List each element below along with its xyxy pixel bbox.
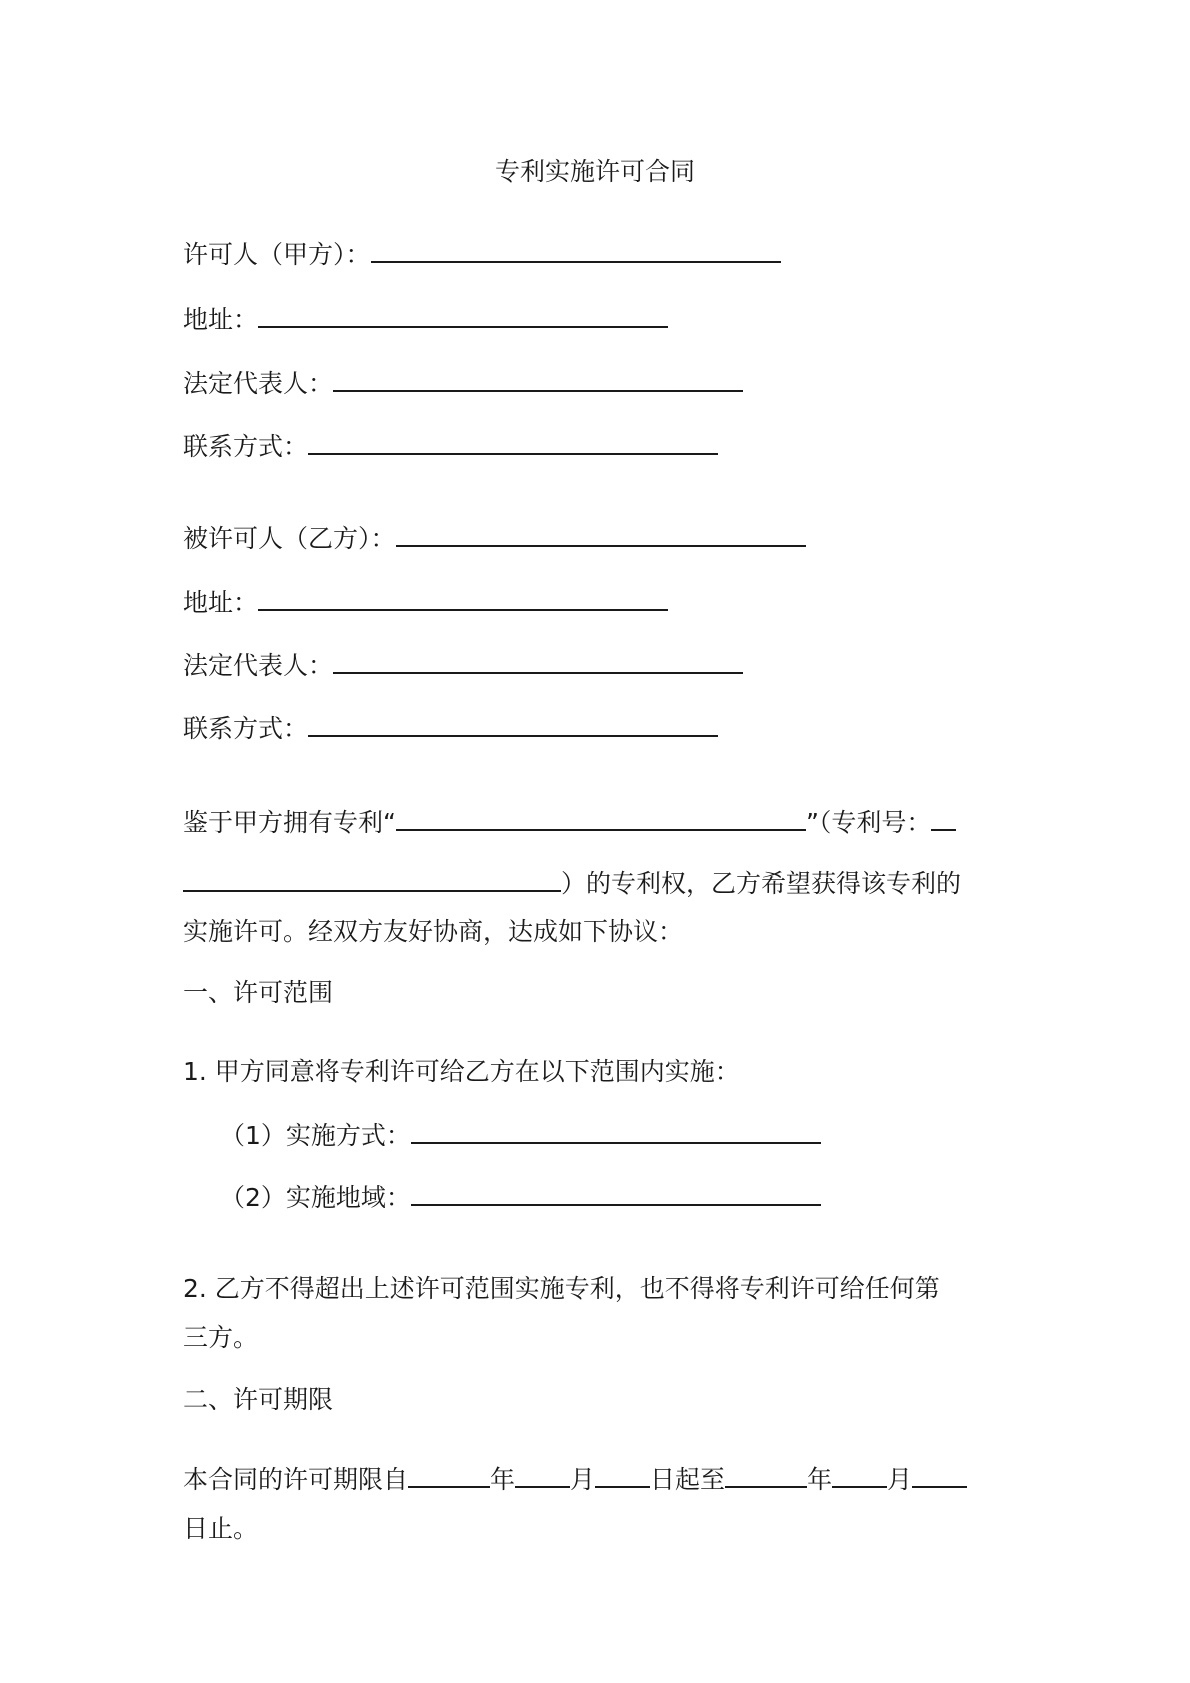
section1-item1: 1. 甲方同意将专利许可给乙方在以下范围内实施： <box>183 1057 740 1086</box>
section1-sub1-line <box>220 1118 821 1151</box>
licensee-rep-blank[interactable] <box>333 648 743 674</box>
licensee-contact-blank[interactable] <box>308 711 718 737</box>
licensee-contact-label: 联系方式： <box>183 714 309 743</box>
preamble-line-2 <box>183 866 961 899</box>
preamble-part1: 鉴于甲方拥有专利“ <box>183 808 396 837</box>
licensor-name-label: 许可人（甲方）： <box>183 240 371 269</box>
licensor-address-blank[interactable] <box>258 302 668 328</box>
patent-number-blank-start[interactable] <box>931 805 956 831</box>
licensee-rep-line <box>183 648 743 681</box>
licensee-name-label: 被许可人（乙方）： <box>183 524 396 553</box>
end-day-blank[interactable] <box>912 1462 967 1488</box>
licensee-rep-label: 法定代表人： <box>183 651 334 680</box>
licensor-rep-label: 法定代表人： <box>183 369 334 398</box>
licensee-address-label: 地址： <box>183 588 259 617</box>
licensor-contact-blank[interactable] <box>308 429 718 455</box>
section1-heading: 一、许可范围 <box>183 978 334 1007</box>
licensee-address-line <box>183 585 668 618</box>
preamble-part3: ）的专利权，乙方希望获得该专利的 <box>561 869 962 898</box>
patent-number-blank-end[interactable] <box>183 866 561 892</box>
day-from-label: 日起至 <box>650 1465 726 1494</box>
patent-name-blank[interactable] <box>396 805 806 831</box>
start-day-blank[interactable] <box>595 1462 650 1488</box>
implementation-region-blank[interactable] <box>411 1180 821 1206</box>
preamble-line-3 <box>183 917 683 947</box>
implementation-method-blank[interactable] <box>411 1118 821 1144</box>
licensor-rep-blank[interactable] <box>333 366 743 392</box>
year-label: 年 <box>490 1465 516 1494</box>
licensee-name-blank[interactable] <box>396 521 806 547</box>
preamble-part2: ”（专利号： <box>805 808 932 837</box>
licensor-contact-label: 联系方式： <box>183 432 309 461</box>
licensee-address-blank[interactable] <box>258 585 668 611</box>
term-line <box>183 1462 967 1495</box>
preamble-part4: 实施许可。经双方友好协商，达成如下协议： <box>183 917 684 946</box>
section1-sub2-line <box>220 1180 821 1213</box>
preamble-line-1 <box>183 805 956 838</box>
licensor-rep-line <box>183 366 743 399</box>
licensor-name-line <box>183 237 781 270</box>
month2-label: 月 <box>887 1465 913 1494</box>
licensor-contact-line <box>183 429 718 462</box>
end-year-blank[interactable] <box>725 1462 807 1488</box>
sub2-label: （2）实施地域： <box>220 1183 411 1212</box>
section1-item2-line1: 2. 乙方不得超出上述许可范围实施专利，也不得将专利许可给任何第 <box>183 1274 940 1303</box>
document-title: 专利实施许可合同 <box>494 157 695 186</box>
start-year-blank[interactable] <box>408 1462 490 1488</box>
sub1-label: （1）实施方式： <box>220 1121 411 1150</box>
year2-label: 年 <box>807 1465 833 1494</box>
licensee-contact-line <box>183 711 718 744</box>
licensor-name-blank[interactable] <box>371 237 781 263</box>
section2-heading: 二、许可期限 <box>183 1385 334 1414</box>
licensor-address-label: 地址： <box>183 305 259 334</box>
term-end-line: 日止。 <box>183 1514 259 1543</box>
end-month-blank[interactable] <box>832 1462 887 1488</box>
term-start: 本合同的许可期限自 <box>183 1465 409 1494</box>
month-label: 月 <box>570 1465 596 1494</box>
licensee-name-line <box>183 521 806 554</box>
start-month-blank[interactable] <box>515 1462 570 1488</box>
section1-item2-line2: 三方。 <box>183 1323 259 1352</box>
licensor-address-line <box>183 302 668 335</box>
